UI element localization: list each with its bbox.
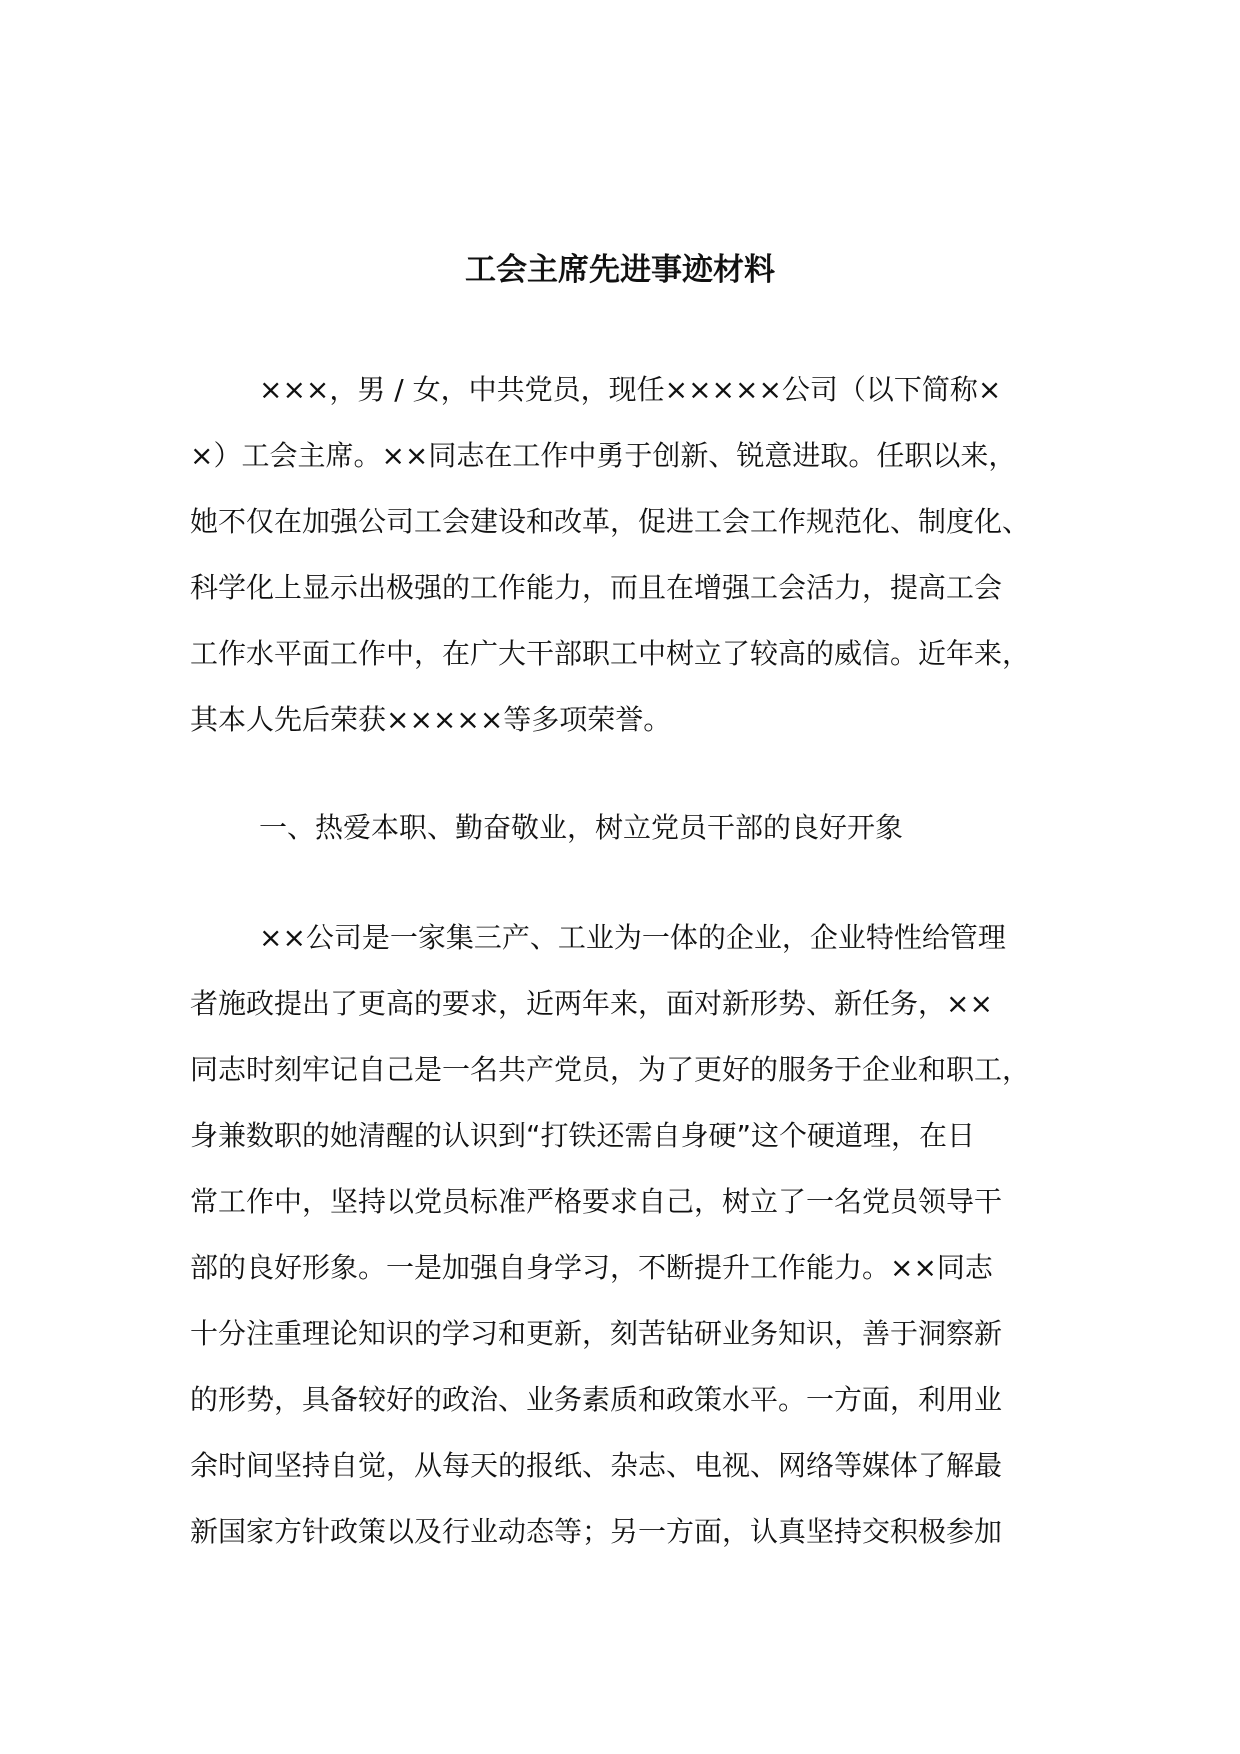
paragraph-line: 她不仅在加强公司工会建设和改革，促进工会工作规范化、制度化、 [190,505,1031,538]
document-title: 工会主席先进事迹材料 [465,252,775,288]
section-heading: 一、热爱本职、勤奋敬业，树立党员干部的良好开象 [259,811,904,844]
section-heading-block [190,795,1060,861]
paragraph-line: ××公司是一家集三产、工业为一体的企业，企业特性给管理 [259,921,1006,954]
paragraph-line: 同志时刻牢记自己是一名共产党员，为了更好的服务于企业和职工， [190,1053,1031,1086]
paragraph-line: 常工作中，坚持以党员标准严格要求自己，树立了一名党员领导干 [190,1185,1003,1218]
paragraph-line: 者施政提出了更高的要求，近两年来，面对新形势、新任务，×× [190,987,993,1020]
paragraph-line: 科学化上显示出极强的工作能力，而且在增强工会活力，提高工会 [190,571,1003,604]
paragraph-line: 身兼数职的她清醒的认识到“打铁还需自身硬”这个硬道理，在日 [190,1119,976,1152]
paragraph-line: ×××，男 / 女，中共党员，现任×××××公司（以下简称× [259,373,1002,406]
intro-paragraph [190,357,1060,753]
paragraph-line: 其本人先后荣获×××××等多项荣誉。 [190,703,672,736]
paragraph-line: 新国家方针政策以及行业动态等；另一方面，认真坚持交积极参加 [190,1515,1003,1548]
paragraph-line: 十分注重理论知识的学习和更新，刻苦钻研业务知识，善于洞察新 [190,1317,1003,1350]
paragraph-line: 余时间坚持自觉，从每天的报纸、杂志、电视、网络等媒体了解最 [190,1449,1003,1482]
paragraph-line: 工作水平面工作中，在广大干部职工中树立了较高的威信。近年来， [190,637,1031,670]
paragraph-line: 的形势，具备较好的政治、业务素质和政策水平。一方面，利用业 [190,1383,1003,1416]
paragraph-line: ×）工会主席。××同志在工作中勇于创新、锐意进取。任职以来， [190,439,1017,472]
paragraph-line: 部的良好形象。一是加强自身学习，不断提升工作能力。××同志 [190,1251,993,1284]
section-paragraph [190,905,1060,1565]
